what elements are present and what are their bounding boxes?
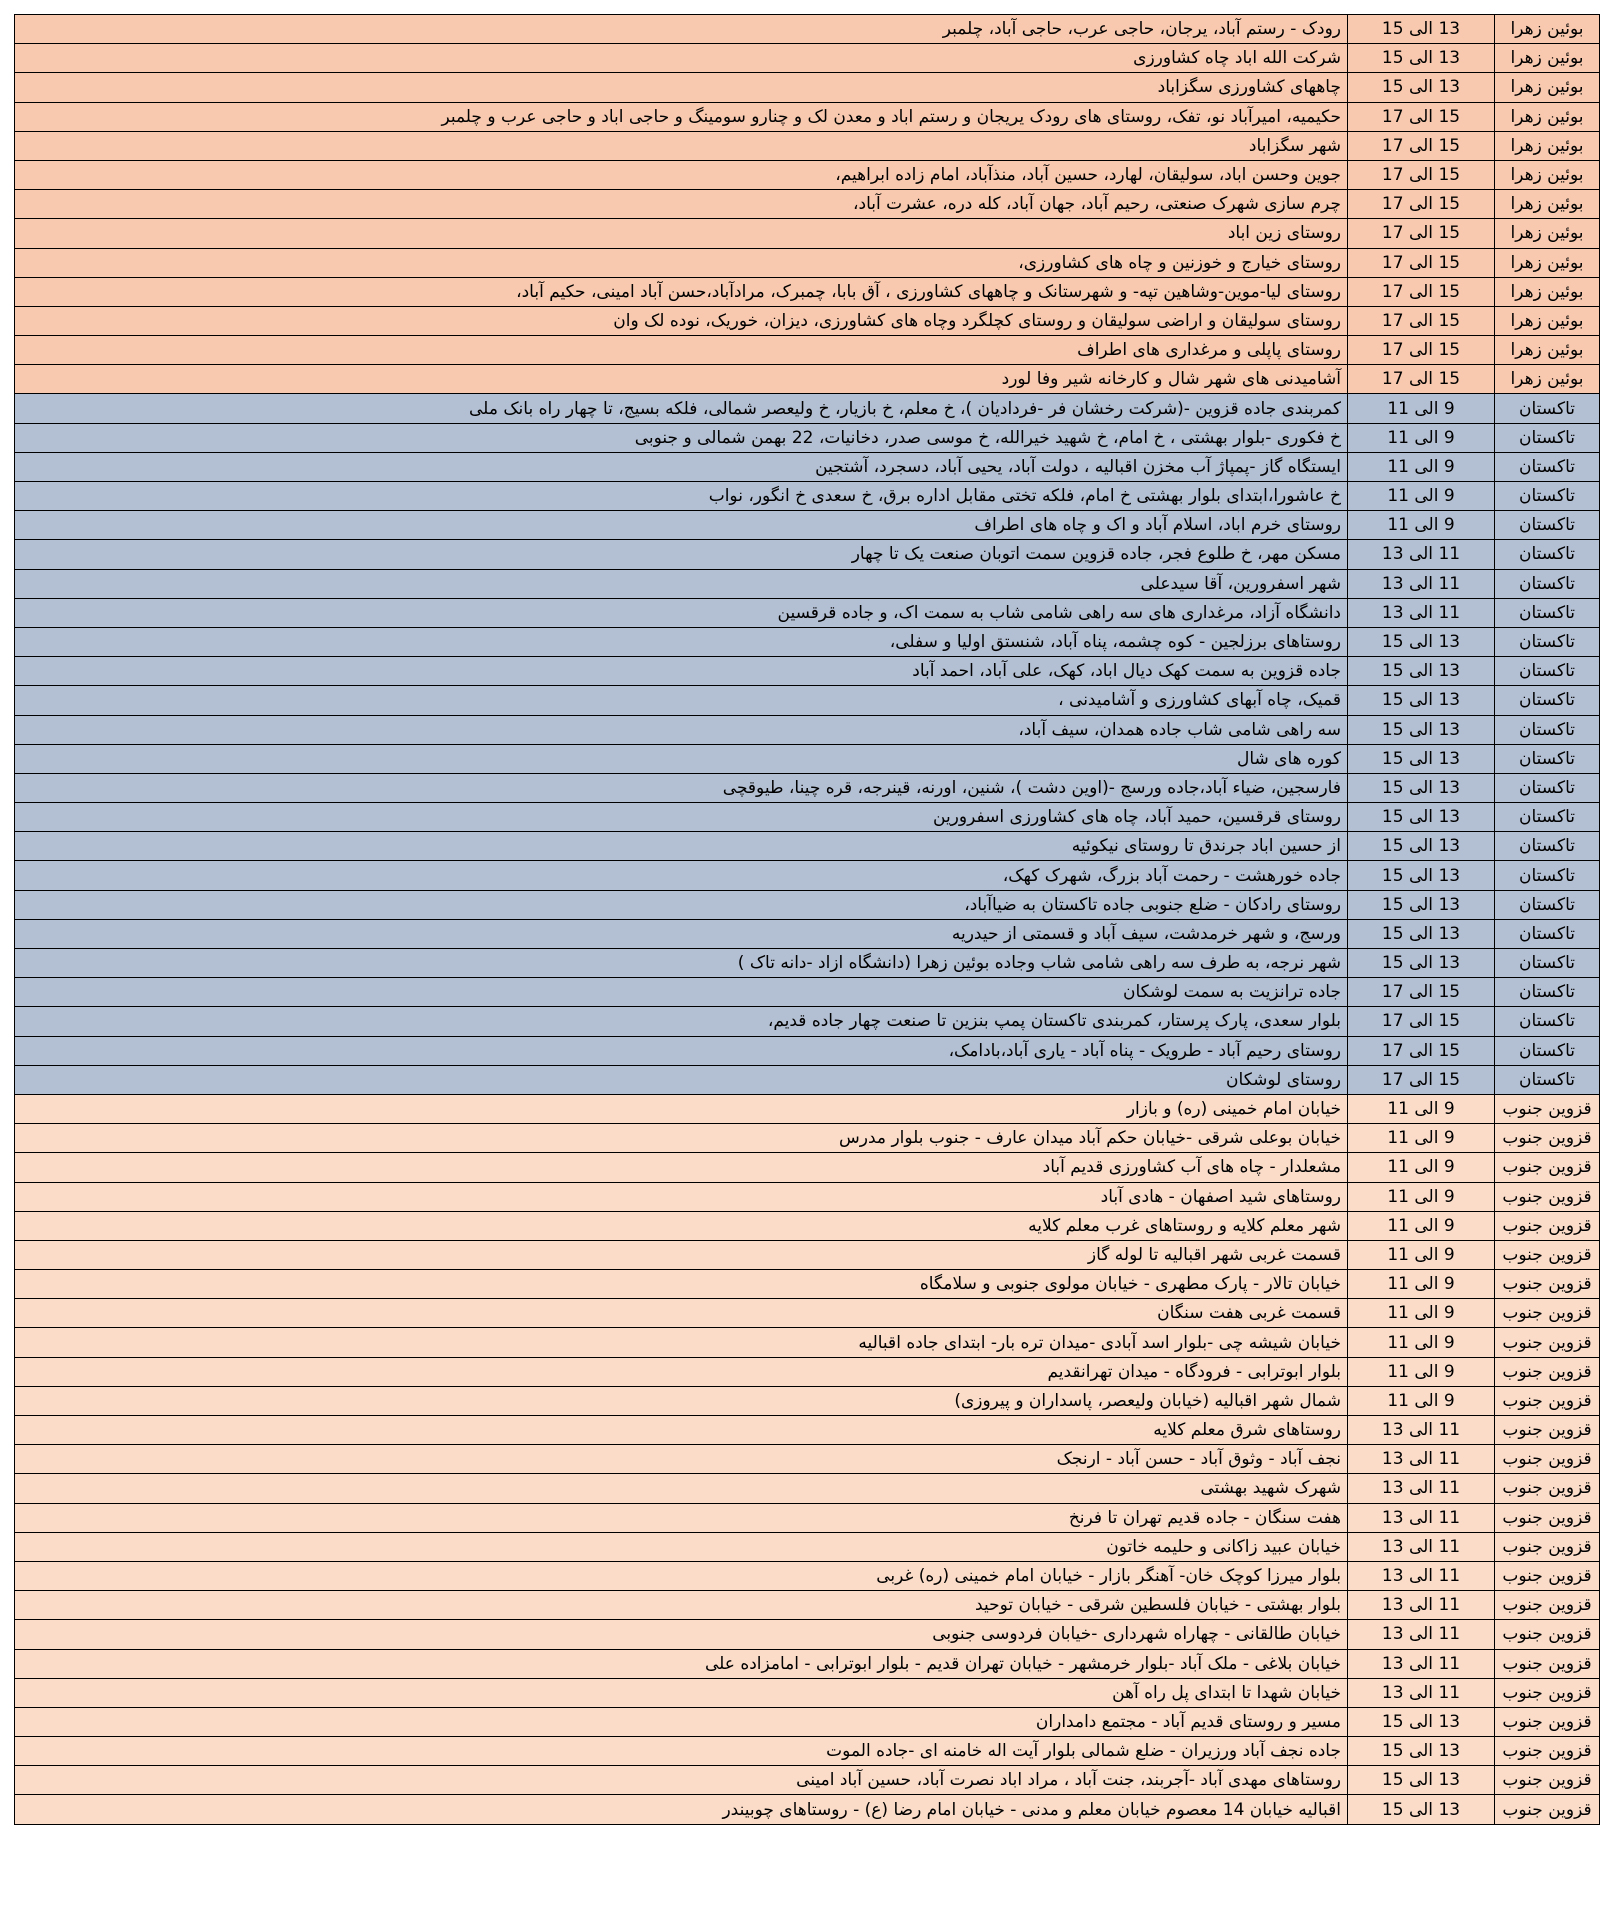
city-cell: قزوین جنوب xyxy=(1495,1211,1600,1240)
city-cell: تاکستان xyxy=(1495,1007,1600,1036)
area-cell: قسمت غربی شهر اقبالیه تا لوله گاز xyxy=(15,1240,1348,1269)
area-cell: روستای قرقسین، حمید آباد، چاه های کشاورزی اسفرورین xyxy=(15,803,1348,832)
table-row xyxy=(15,715,1600,744)
table-row xyxy=(15,1153,1600,1182)
table-row xyxy=(15,423,1600,452)
time-cell: 9 الی 11 xyxy=(1348,1299,1495,1328)
area-cell: از حسین اباد جرندق تا روستای نیکوئیه xyxy=(15,832,1348,861)
area-cell: جاده قزوین به سمت کهک دیال اباد، کهک، علی آباد، احمد آباد xyxy=(15,657,1348,686)
time-cell: 11 الی 13 xyxy=(1348,569,1495,598)
area-cell: جاده خورهشت - رحمت آباد بزرگ، شهرک کهک، xyxy=(15,861,1348,890)
time-cell: 15 الی 17 xyxy=(1348,336,1495,365)
table-row xyxy=(15,1795,1600,1824)
city-cell: تاکستان xyxy=(1495,569,1600,598)
city-cell: بوئین زهرا xyxy=(1495,277,1600,306)
area-cell: هفت سنگان - جاده قدیم تهران تا فرنخ xyxy=(15,1503,1348,1532)
area-cell: خیابان شهدا تا ابتدای پل راه آهن xyxy=(15,1678,1348,1707)
city-cell: تاکستان xyxy=(1495,978,1600,1007)
time-cell: 9 الی 11 xyxy=(1348,482,1495,511)
city-cell: قزوین جنوب xyxy=(1495,1678,1600,1707)
time-cell: 11 الی 13 xyxy=(1348,1678,1495,1707)
area-cell: چرم سازی شهرک صنعتی، رحیم آباد، جهان آباد، کله دره، عشرت آباد، xyxy=(15,190,1348,219)
outage-schedule-table xyxy=(14,14,1600,1825)
table-row xyxy=(15,1678,1600,1707)
area-cell: جاده ترانزیت به سمت لوشکان xyxy=(15,978,1348,1007)
city-cell: قزوین جنوب xyxy=(1495,1591,1600,1620)
area-cell: شهر نرجه، به طرف سه راهی شامی شاب وجاده بوئین زهرا (دانشگاه ازاد -دانه تاک ) xyxy=(15,949,1348,978)
table-row xyxy=(15,1620,1600,1649)
table-row xyxy=(15,248,1600,277)
table-row xyxy=(15,1094,1600,1123)
area-cell: خیابان طالقانی - چهاراه شهرداری -خیابان فردوسی جنوبی xyxy=(15,1620,1348,1649)
table-row xyxy=(15,365,1600,394)
area-cell: روستای لیا-موین-وشاهین تپه- و شهرستانک و چاههای کشاورزی ، آق بابا، چمبرک، مرادآباد،حسن آباد امینی، حکیم آباد، xyxy=(15,277,1348,306)
table-row xyxy=(15,1124,1600,1153)
city-cell: بوئین زهرا xyxy=(1495,190,1600,219)
area-cell: شمال شهر اقبالیه (خیابان ولیعصر، پاسداران و پیروزی) xyxy=(15,1386,1348,1415)
city-cell: تاکستان xyxy=(1495,919,1600,948)
city-cell: بوئین زهرا xyxy=(1495,365,1600,394)
time-cell: 11 الی 13 xyxy=(1348,1532,1495,1561)
area-cell: ایستگاه گاز -پمپاژ آب مخزن اقبالیه ، دولت آباد، یحیی آباد، دسجرد، آشتجین xyxy=(15,452,1348,481)
table-row xyxy=(15,1065,1600,1094)
time-cell: 15 الی 17 xyxy=(1348,1036,1495,1065)
area-cell: روستای خیارج و خوزنین و چاه های کشاورزی، xyxy=(15,248,1348,277)
city-cell: قزوین جنوب xyxy=(1495,1357,1600,1386)
area-cell: شرکت الله اباد چاه کشاورزی xyxy=(15,44,1348,73)
area-cell: ورسج، و شهر خرمدشت، سیف آباد و قسمتی از حیدریه xyxy=(15,919,1348,948)
table-row xyxy=(15,131,1600,160)
table-row xyxy=(15,1299,1600,1328)
city-cell: بوئین زهرا xyxy=(1495,336,1600,365)
time-cell: 13 الی 15 xyxy=(1348,657,1495,686)
table-row xyxy=(15,1182,1600,1211)
city-cell: تاکستان xyxy=(1495,803,1600,832)
table-row xyxy=(15,890,1600,919)
area-cell: روستای خرم اباد، اسلام آباد و اک و چاه های اطراف xyxy=(15,511,1348,540)
city-cell: بوئین زهرا xyxy=(1495,306,1600,335)
area-cell: فارسجین، ضیاء آباد،جاده ورسج -(اوین دشت )، شنین، اورنه، قینرجه، قره چینا، طیوقچی xyxy=(15,773,1348,802)
city-cell: قزوین جنوب xyxy=(1495,1795,1600,1824)
city-cell: تاکستان xyxy=(1495,598,1600,627)
time-cell: 9 الی 11 xyxy=(1348,1328,1495,1357)
city-cell: تاکستان xyxy=(1495,452,1600,481)
time-cell: 13 الی 15 xyxy=(1348,832,1495,861)
table-row xyxy=(15,73,1600,102)
area-cell: کمربندی جاده قزوین -(شرکت رخشان فر -فردادیان )، خ معلم، خ بازیار، خ ولیعصر شمالی، فلکه بسیج، تا چهار راه بانک ملی xyxy=(15,394,1348,423)
city-cell: تاکستان xyxy=(1495,394,1600,423)
area-cell: مسکن مهر، خ طلوع فجر، جاده قزوین سمت اتوبان صنعت یک تا چهار xyxy=(15,540,1348,569)
time-cell: 11 الی 13 xyxy=(1348,1503,1495,1532)
area-cell: روستاهای برزلجین - کوه چشمه، پناه آباد، شنستق اولیا و سفلی، xyxy=(15,627,1348,656)
city-cell: تاکستان xyxy=(1495,627,1600,656)
time-cell: 11 الی 13 xyxy=(1348,1416,1495,1445)
area-cell: بلوار ابوترابی - فرودگاه - میدان تهرانقدیم xyxy=(15,1357,1348,1386)
time-cell: 15 الی 17 xyxy=(1348,160,1495,189)
area-cell: رودک - رستم آباد، یرجان، حاجی عرب، حاجی آباد، چلمبر xyxy=(15,15,1348,44)
table-row xyxy=(15,598,1600,627)
area-cell: دانشگاه آزاد، مرغداری های سه راهی شامی شاب به سمت اک، و جاده قرقسین xyxy=(15,598,1348,627)
city-cell: تاکستان xyxy=(1495,861,1600,890)
city-cell: تاکستان xyxy=(1495,744,1600,773)
time-cell: 9 الی 11 xyxy=(1348,511,1495,540)
time-cell: 15 الی 17 xyxy=(1348,1007,1495,1036)
city-cell: قزوین جنوب xyxy=(1495,1474,1600,1503)
city-cell: قزوین جنوب xyxy=(1495,1299,1600,1328)
time-cell: 13 الی 15 xyxy=(1348,919,1495,948)
city-cell: تاکستان xyxy=(1495,657,1600,686)
table-row xyxy=(15,1211,1600,1240)
city-cell: قزوین جنوب xyxy=(1495,1445,1600,1474)
table-row xyxy=(15,482,1600,511)
table-row xyxy=(15,452,1600,481)
time-cell: 13 الی 15 xyxy=(1348,861,1495,890)
table-row xyxy=(15,1416,1600,1445)
area-cell: جاده نجف آباد ورزیران - ضلع شمالی بلوار آیت اله خامنه ای -جاده الموت xyxy=(15,1737,1348,1766)
table-row xyxy=(15,773,1600,802)
table-row xyxy=(15,978,1600,1007)
area-cell: روستای سولیقان و اراضی سولیقان و روستای کچلگرد وچاه های کشاورزی، دیزان، خوریک، نوده لک وان xyxy=(15,306,1348,335)
table-row xyxy=(15,1766,1600,1795)
table-row xyxy=(15,1270,1600,1299)
area-cell: کوره های شال xyxy=(15,744,1348,773)
city-cell: قزوین جنوب xyxy=(1495,1182,1600,1211)
table-row xyxy=(15,1240,1600,1269)
time-cell: 9 الی 11 xyxy=(1348,1386,1495,1415)
time-cell: 15 الی 17 xyxy=(1348,277,1495,306)
time-cell: 15 الی 17 xyxy=(1348,131,1495,160)
time-cell: 13 الی 15 xyxy=(1348,890,1495,919)
table-row xyxy=(15,569,1600,598)
area-cell: خیابان شیشه چی -بلوار اسد آبادی -میدان تره بار- ابتدای جاده اقبالیه xyxy=(15,1328,1348,1357)
city-cell: قزوین جنوب xyxy=(1495,1707,1600,1736)
time-cell: 15 الی 17 xyxy=(1348,306,1495,335)
area-cell: روستای زین اباد xyxy=(15,219,1348,248)
time-cell: 9 الی 11 xyxy=(1348,1124,1495,1153)
city-cell: بوئین زهرا xyxy=(1495,15,1600,44)
time-cell: 9 الی 11 xyxy=(1348,1240,1495,1269)
table-row xyxy=(15,394,1600,423)
city-cell: قزوین جنوب xyxy=(1495,1503,1600,1532)
time-cell: 13 الی 15 xyxy=(1348,773,1495,802)
city-cell: بوئین زهرا xyxy=(1495,160,1600,189)
table-row xyxy=(15,511,1600,540)
time-cell: 11 الی 13 xyxy=(1348,1561,1495,1590)
time-cell: 13 الی 15 xyxy=(1348,1737,1495,1766)
city-cell: تاکستان xyxy=(1495,511,1600,540)
area-cell: شهر سگزاباد xyxy=(15,131,1348,160)
time-cell: 13 الی 15 xyxy=(1348,686,1495,715)
time-cell: 9 الی 11 xyxy=(1348,1211,1495,1240)
city-cell: تاکستان xyxy=(1495,482,1600,511)
time-cell: 13 الی 15 xyxy=(1348,803,1495,832)
time-cell: 11 الی 13 xyxy=(1348,598,1495,627)
table-row xyxy=(15,832,1600,861)
table-row xyxy=(15,1357,1600,1386)
time-cell: 9 الی 11 xyxy=(1348,452,1495,481)
table-row xyxy=(15,1649,1600,1678)
time-cell: 13 الی 15 xyxy=(1348,627,1495,656)
table-row xyxy=(15,336,1600,365)
table-row xyxy=(15,306,1600,335)
area-cell: چاههای کشاورزی سگزاباد xyxy=(15,73,1348,102)
area-cell: شهرک شهید بهشتی xyxy=(15,1474,1348,1503)
city-cell: بوئین زهرا xyxy=(1495,102,1600,131)
city-cell: قزوین جنوب xyxy=(1495,1240,1600,1269)
city-cell: قزوین جنوب xyxy=(1495,1094,1600,1123)
table-row xyxy=(15,1445,1600,1474)
area-cell: خ فکوری -بلوار بهشتی ، خ امام، خ شهید خیرالله، خ موسی صدر، دخانیات، 22 بهمن شمالی و جنوبی xyxy=(15,423,1348,452)
time-cell: 13 الی 15 xyxy=(1348,949,1495,978)
time-cell: 15 الی 17 xyxy=(1348,102,1495,131)
time-cell: 13 الی 15 xyxy=(1348,715,1495,744)
area-cell: خیابان بلاغی - ملک آباد -بلوار خرمشهر - خیابان تهران قدیم - بلوار ابوترابی - امامزاده علی xyxy=(15,1649,1348,1678)
area-cell: مشعلدار - چاه های آب کشاورزی قدیم آباد xyxy=(15,1153,1348,1182)
time-cell: 9 الی 11 xyxy=(1348,394,1495,423)
city-cell: قزوین جنوب xyxy=(1495,1620,1600,1649)
time-cell: 13 الی 15 xyxy=(1348,15,1495,44)
area-cell: خیابان عبید زاکانی و حلیمه خاتون xyxy=(15,1532,1348,1561)
table-row xyxy=(15,949,1600,978)
area-cell: خیابان بوعلی شرقی -خیابان حکم آباد میدان عارف - جنوب بلوار مدرس xyxy=(15,1124,1348,1153)
area-cell: بلوار میرزا کوچک خان- آهنگر بازار - خیابان امام خمینی (ره) غربی xyxy=(15,1561,1348,1590)
time-cell: 11 الی 13 xyxy=(1348,1445,1495,1474)
time-cell: 15 الی 17 xyxy=(1348,190,1495,219)
time-cell: 15 الی 17 xyxy=(1348,978,1495,1007)
table-row xyxy=(15,1503,1600,1532)
time-cell: 13 الی 15 xyxy=(1348,1766,1495,1795)
table-row xyxy=(15,1707,1600,1736)
time-cell: 11 الی 13 xyxy=(1348,1474,1495,1503)
time-cell: 13 الی 15 xyxy=(1348,1795,1495,1824)
area-cell: بلوار سعدی، پارک پرستار، کمربندی تاکستان پمپ بنزین تا صنعت چهار جاده قدیم، xyxy=(15,1007,1348,1036)
area-cell: خیابان تالار - پارک مطهری - خیابان مولوی جنوبی و سلامگاه xyxy=(15,1270,1348,1299)
table-row xyxy=(15,744,1600,773)
time-cell: 11 الی 13 xyxy=(1348,540,1495,569)
city-cell: قزوین جنوب xyxy=(1495,1328,1600,1357)
area-cell: روستای لوشکان xyxy=(15,1065,1348,1094)
area-cell: روستاهای مهدی آباد -آجربند، جنت آباد ، مراد اباد نصرت آباد، حسین آباد امینی xyxy=(15,1766,1348,1795)
city-cell: تاکستان xyxy=(1495,1036,1600,1065)
area-cell: شهر اسفرورین، آقا سیدعلی xyxy=(15,569,1348,598)
table-row xyxy=(15,44,1600,73)
time-cell: 15 الی 17 xyxy=(1348,219,1495,248)
city-cell: تاکستان xyxy=(1495,832,1600,861)
table-row xyxy=(15,1561,1600,1590)
time-cell: 15 الی 17 xyxy=(1348,365,1495,394)
city-cell: تاکستان xyxy=(1495,1065,1600,1094)
area-cell: روستاهای شرق معلم کلایه xyxy=(15,1416,1348,1445)
table-row xyxy=(15,15,1600,44)
area-cell: بلوار بهشتی - خیابان فلسطین شرقی - خیابان توحید xyxy=(15,1591,1348,1620)
time-cell: 9 الی 11 xyxy=(1348,1094,1495,1123)
city-cell: قزوین جنوب xyxy=(1495,1561,1600,1590)
city-cell: تاکستان xyxy=(1495,715,1600,744)
table-row xyxy=(15,1328,1600,1357)
time-cell: 9 الی 11 xyxy=(1348,1153,1495,1182)
city-cell: تاکستان xyxy=(1495,686,1600,715)
table-row xyxy=(15,1036,1600,1065)
city-cell: قزوین جنوب xyxy=(1495,1737,1600,1766)
area-cell: روستای رادکان - ضلع جنوبی جاده تاکستان به ضیاآباد، xyxy=(15,890,1348,919)
city-cell: بوئین زهرا xyxy=(1495,73,1600,102)
time-cell: 13 الی 15 xyxy=(1348,44,1495,73)
time-cell: 11 الی 13 xyxy=(1348,1620,1495,1649)
city-cell: تاکستان xyxy=(1495,540,1600,569)
area-cell: مسیر و روستای قدیم آباد - مجتمع دامداران xyxy=(15,1707,1348,1736)
area-cell: قسمت غربی هفت سنگان xyxy=(15,1299,1348,1328)
table-row xyxy=(15,627,1600,656)
area-cell: جوین وحسن اباد، سولیقان، لهارد، حسین آباد، منذآباد، امام زاده ابراهیم، xyxy=(15,160,1348,189)
time-cell: 9 الی 11 xyxy=(1348,1182,1495,1211)
time-cell: 11 الی 13 xyxy=(1348,1591,1495,1620)
area-cell: روستاهای شید اصفهان - هادی آباد xyxy=(15,1182,1348,1211)
time-cell: 15 الی 17 xyxy=(1348,248,1495,277)
table-row xyxy=(15,1591,1600,1620)
area-cell: روستای رحیم آباد - طرویک - پناه آباد - یاری آباد،بادامک، xyxy=(15,1036,1348,1065)
area-cell: حکیمیه، امیرآباد نو، تفک، روستای های رودک یریجان و رستم اباد و معدن لک و چنارو سومینگ و حاجی اباد و حاجی عرب و چلمبر xyxy=(15,102,1348,131)
city-cell: قزوین جنوب xyxy=(1495,1153,1600,1182)
table-row xyxy=(15,190,1600,219)
area-cell: روستای پاپلی و مرغداری های اطراف xyxy=(15,336,1348,365)
table-row xyxy=(15,540,1600,569)
table-row xyxy=(15,657,1600,686)
city-cell: قزوین جنوب xyxy=(1495,1416,1600,1445)
time-cell: 13 الی 15 xyxy=(1348,1707,1495,1736)
city-cell: بوئین زهرا xyxy=(1495,44,1600,73)
table-row xyxy=(15,1007,1600,1036)
table-row xyxy=(15,861,1600,890)
area-cell: خیابان امام خمینی (ره) و بازار xyxy=(15,1094,1348,1123)
time-cell: 13 الی 15 xyxy=(1348,744,1495,773)
time-cell: 9 الی 11 xyxy=(1348,1357,1495,1386)
time-cell: 15 الی 17 xyxy=(1348,1065,1495,1094)
city-cell: قزوین جنوب xyxy=(1495,1766,1600,1795)
table-row xyxy=(15,803,1600,832)
table-body xyxy=(15,15,1600,1825)
table-row xyxy=(15,277,1600,306)
city-cell: بوئین زهرا xyxy=(1495,248,1600,277)
table-row xyxy=(15,160,1600,189)
time-cell: 9 الی 11 xyxy=(1348,423,1495,452)
city-cell: قزوین جنوب xyxy=(1495,1124,1600,1153)
area-cell: نجف آباد - وثوق آباد - حسن آباد - ارنجک xyxy=(15,1445,1348,1474)
city-cell: قزوین جنوب xyxy=(1495,1532,1600,1561)
city-cell: تاکستان xyxy=(1495,423,1600,452)
area-cell: خ عاشورا،ابتدای بلوار بهشتی خ امام، فلکه تختی مقابل اداره برق، خ سعدی خ انگور، نواب xyxy=(15,482,1348,511)
city-cell: قزوین جنوب xyxy=(1495,1270,1600,1299)
time-cell: 13 الی 15 xyxy=(1348,73,1495,102)
area-cell: اقبالیه خیابان 14 معصوم خیابان معلم و مدنی - خیابان امام رضا (ع) - روستاهای چوبیندر xyxy=(15,1795,1348,1824)
table-row xyxy=(15,1386,1600,1415)
city-cell: تاکستان xyxy=(1495,949,1600,978)
city-cell: قزوین جنوب xyxy=(1495,1386,1600,1415)
table-row xyxy=(15,102,1600,131)
area-cell: آشامیدنی های شهر شال و کارخانه شیر وفا لورد xyxy=(15,365,1348,394)
time-cell: 11 الی 13 xyxy=(1348,1649,1495,1678)
city-cell: تاکستان xyxy=(1495,773,1600,802)
area-cell: قمیک، چاه آبهای کشاورزی و آشامیدنی ، xyxy=(15,686,1348,715)
table-row xyxy=(15,686,1600,715)
area-cell: سه راهی شامی شاب جاده همدان، سیف آباد، xyxy=(15,715,1348,744)
area-cell: شهر معلم کلایه و روستاهای غرب معلم کلایه xyxy=(15,1211,1348,1240)
city-cell: تاکستان xyxy=(1495,890,1600,919)
table-row xyxy=(15,1474,1600,1503)
table-row xyxy=(15,919,1600,948)
table-row xyxy=(15,219,1600,248)
table-row xyxy=(15,1737,1600,1766)
city-cell: بوئین زهرا xyxy=(1495,219,1600,248)
city-cell: قزوین جنوب xyxy=(1495,1649,1600,1678)
time-cell: 9 الی 11 xyxy=(1348,1270,1495,1299)
table-row xyxy=(15,1532,1600,1561)
city-cell: بوئین زهرا xyxy=(1495,131,1600,160)
